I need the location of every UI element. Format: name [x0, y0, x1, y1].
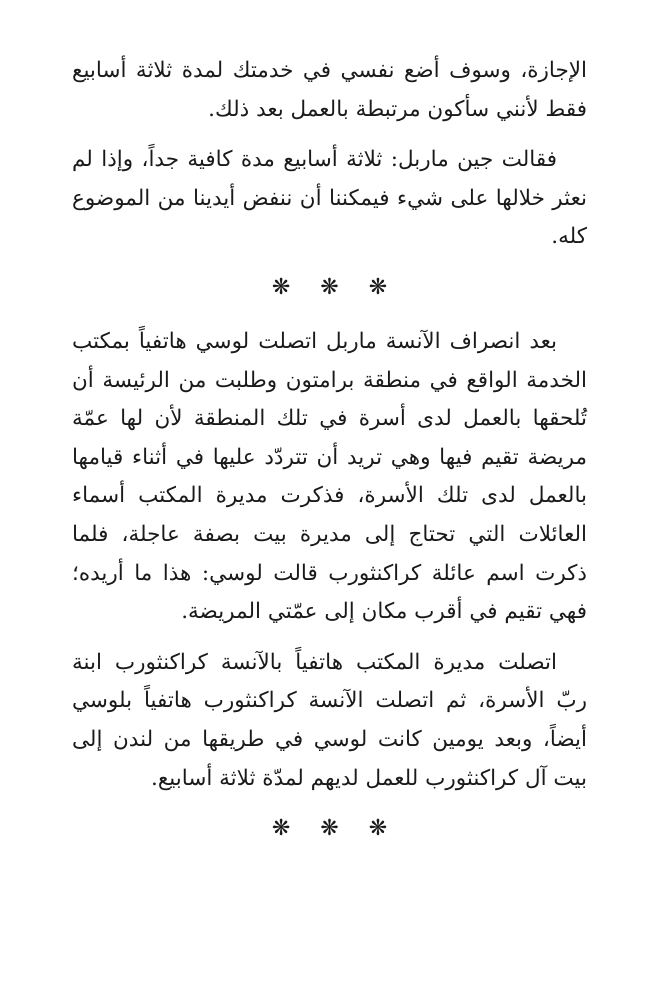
paragraph-4: اتصلت مديرة المكتب هاتفياً بالآنسة كراكنثورب ابنة ربّ الأسرة، ثم اتصلت الآنسة كراكنثورب هاتفياً بلوسي أيضاً، وبعد يومين كانت لوسي في طريقها من لندن إلى بيت آل كراكنثورب للعمل لديهم لمدّة ثلاثة أسابيع.	[72, 649, 587, 791]
section-separator-1	[72, 269, 587, 307]
separator-star-icon: ❋	[320, 274, 339, 300]
separator-star-icon: ❋	[271, 816, 291, 842]
separator-star-icon: ❋	[320, 816, 339, 842]
separator-star-icon: ❋	[368, 274, 388, 300]
paragraph-gap	[72, 129, 587, 141]
book-page	[72, 52, 587, 864]
paragraph-gap	[72, 632, 587, 644]
paragraph-1: الإجازة، وسوف أضع نفسي في خدمتك لمدة ثلاثة أسابيع فقط لأنني سأكون مرتبطة بالعمل بعد ذلك.	[72, 58, 587, 122]
separator-star-icon: ❋	[271, 274, 291, 300]
paragraph-3: بعد انصراف الآنسة ماربل اتصلت لوسي هاتفياً بمكتب الخدمة الواقع في منطقة برامتون وطلبت من الرئيسة أن تُلحقها بالعمل لدى أسرة في تلك المنطقة لأن لها عمّة مريضة تقيم فيها وهي تريد أن تتردّد عليها في أثناء قيامها بالعمل لدى تلك الأسرة، فذكرت مديرة المكتب أسماء العائلات التي تحتاج إلى مديرة بيت بصفة عاجلة، فلما ذكرت اسم عائلة كراكنثورب قالت لوسي: هذا ما أريده؛ فهي تقيم في أقرب مكان إلى عمّتي المريضة.	[72, 328, 587, 625]
separator-star-icon: ❋	[368, 816, 388, 842]
paragraph-2: فقالت جين ماربل: ثلاثة أسابيع مدة كافية جداً، وإذا لم نعثر خلالها على شيء فيمكننا أن ننفض أيدينا من الموضوع كله.	[72, 147, 587, 250]
section-separator-2	[72, 810, 587, 848]
